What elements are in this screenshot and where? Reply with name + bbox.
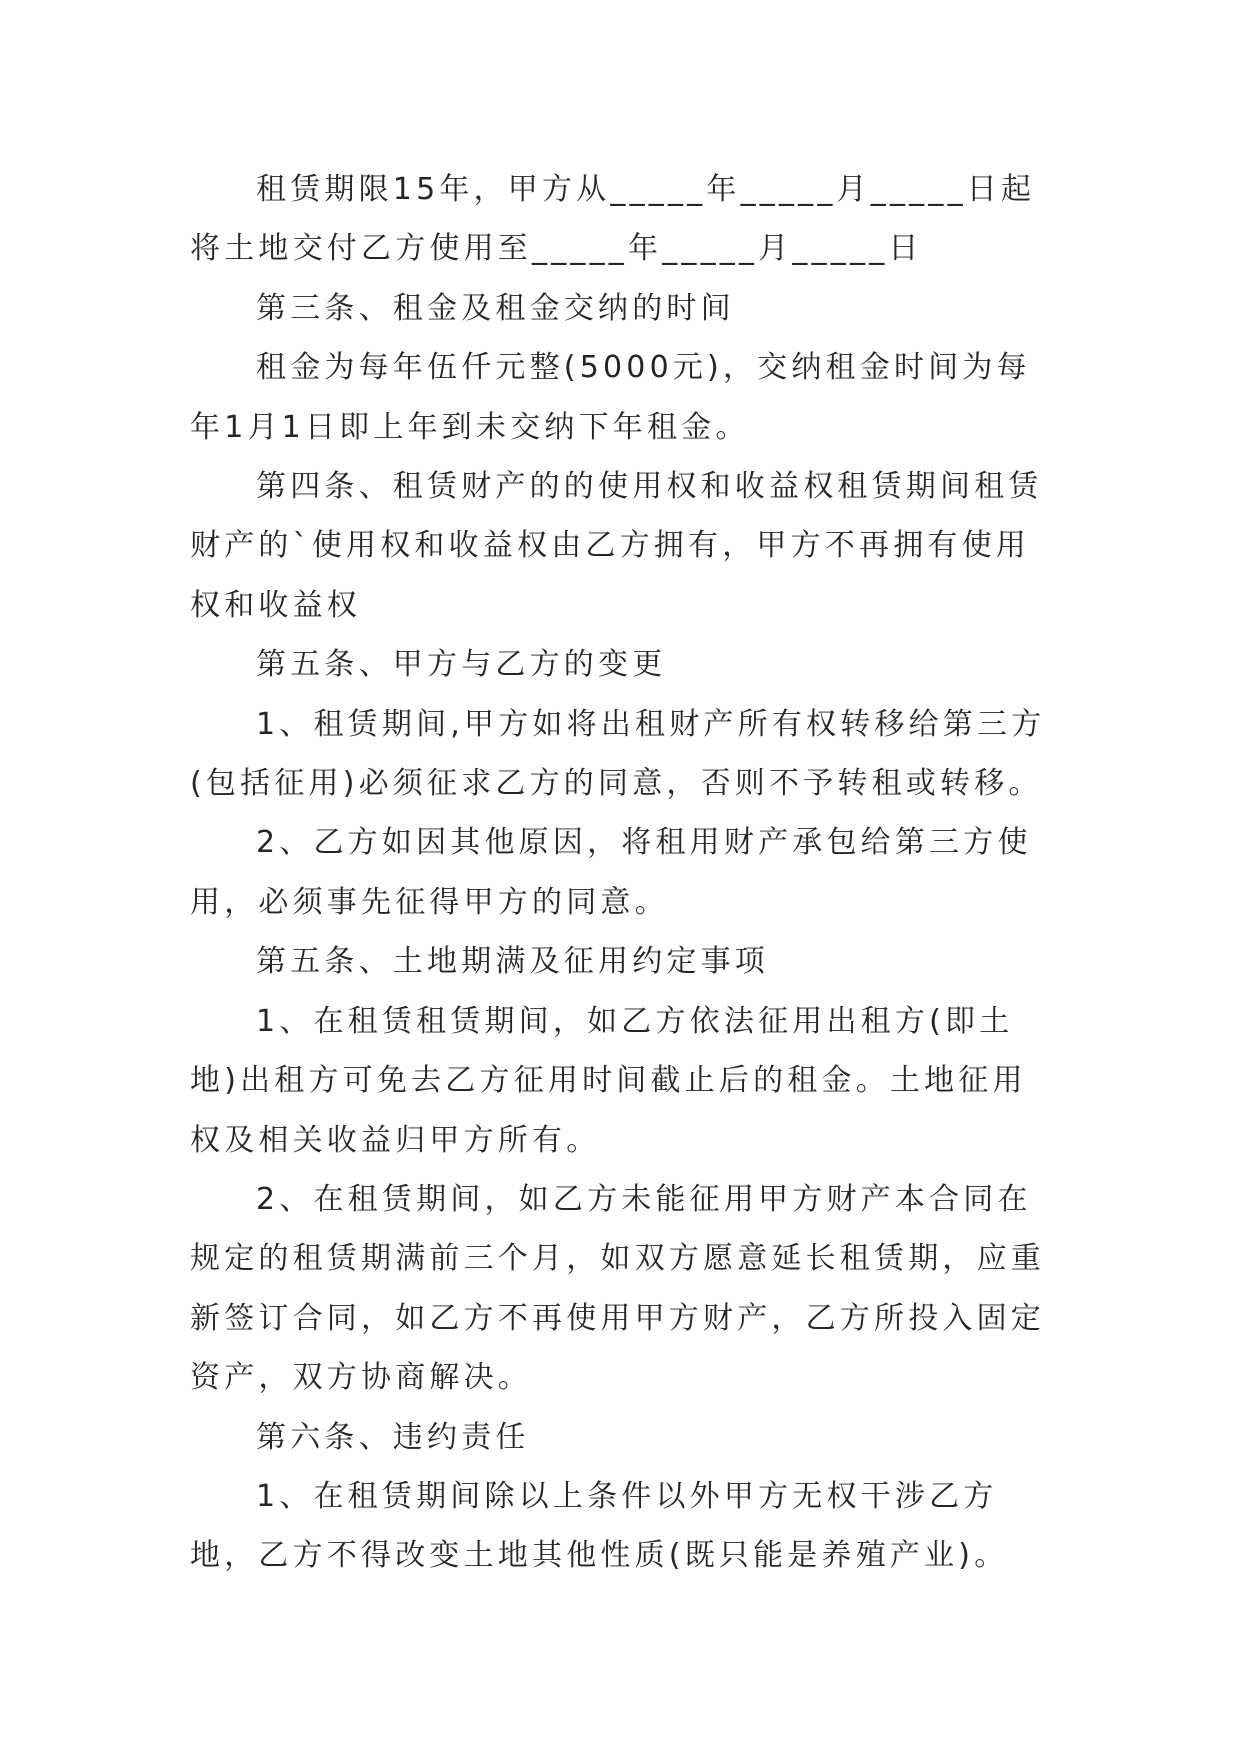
article-3-heading: 第三条、租金及租金交纳的时间: [256, 290, 735, 326]
article-5-heading: 第五条、甲方与乙方的变更: [256, 647, 667, 683]
article-5b-clause-1: 1、在租赁租赁期间，如乙方依法征用出租方(即土地)出租方可免去乙方征用时间截止后的租金。土地征用权及相关收益归甲方所有。: [190, 1003, 1027, 1158]
article-5-clause-1: 1、租赁期间,甲方如将出租财产所有权转移给第三方(包括征用)必须征求乙方的同意，否则不予转租或转移。: [190, 706, 1046, 802]
article-5b-heading: 第五条、土地期满及征用约定事项: [256, 944, 769, 980]
article-6-clause-1: 1、在租赁期间除以上条件以外甲方无权干涉乙方地，乙方不得改变土地其他性质(既只能是养殖产业)。: [190, 1478, 1009, 1574]
document-body: [190, 160, 1050, 1586]
article-5b-clause-2: 2、在租赁期间，如乙方未能征用甲方财产本合同在规定的租赁期满前三个月，如双方愿意延长租赁期，应重新签订合同，如乙方不再使用甲方财产，乙方所投入固定资产，双方协商解决。: [190, 1181, 1045, 1396]
article-6-heading: 第六条、违约责任: [256, 1419, 530, 1455]
article-5-clause-2: 2、乙方如因其他原因，将租用财产承包给第三方使用，必须事先征得甲方的同意。: [190, 825, 1032, 920]
rent-paragraph: 租金为每年伍仟元整(5000元)，交纳租金时间为每年1月1日即上年到未交纳下年租金。: [190, 350, 1031, 445]
lease-term-paragraph: 租赁期限15年，甲方从_____年_____月_____日起将土地交付乙方使用至_____年_____月_____日: [190, 172, 1036, 267]
article-4-paragraph: 第四条、租赁财产的的使用权和收益权租赁期间租赁财产的`使用权和收益权由乙方拥有，甲方不再拥有使用权和收益权: [190, 469, 1043, 623]
